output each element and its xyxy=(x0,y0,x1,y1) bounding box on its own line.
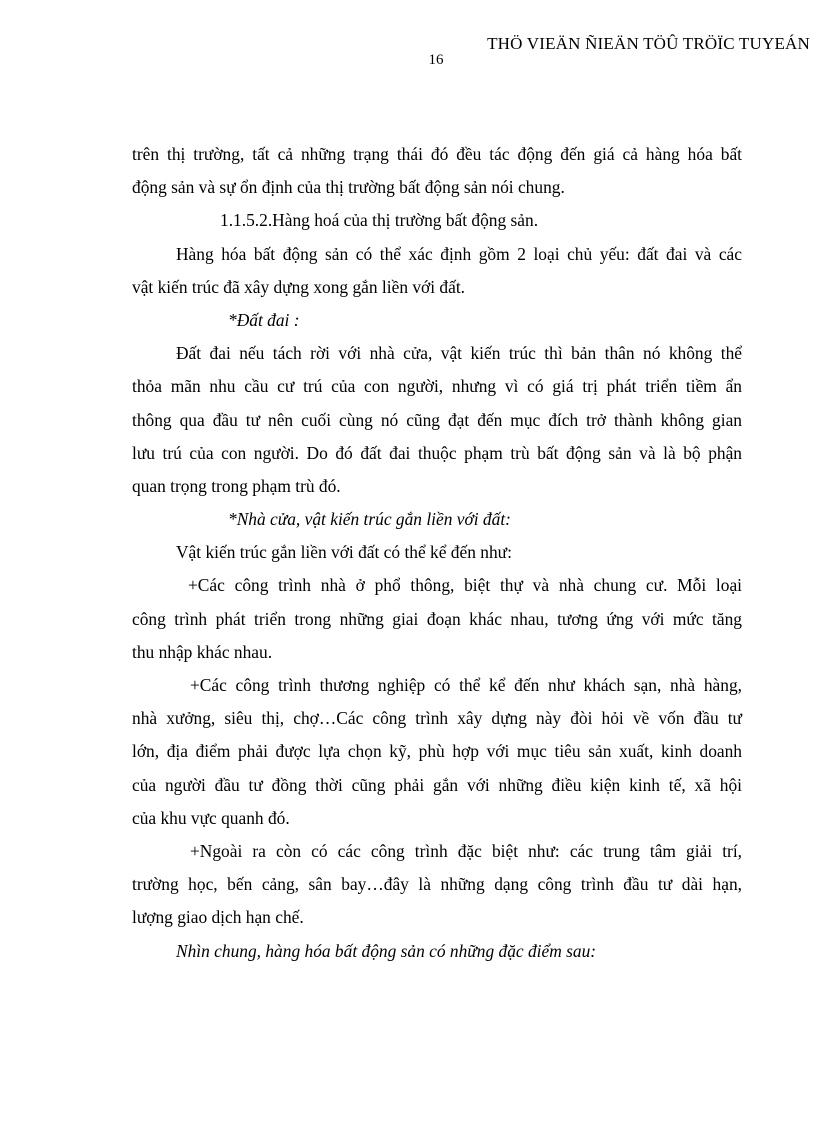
paragraph-line: Đất đai nếu tách rời với nhà cửa, vật kiến trúc thì bản thân nó không thể xyxy=(176,343,742,364)
subheading-buildings: *Nhà cửa, vật kiến trúc gắn liền với đất: xyxy=(228,509,511,530)
closing-italic-line: Nhìn chung, hàng hóa bất động sản có những đặc điểm sau: xyxy=(176,940,597,961)
paragraph-line: lượng giao dịch hạn chế. xyxy=(132,907,304,928)
paragraph-line: Vật kiến trúc gắn liền với đất có thể kể đến như: xyxy=(176,542,512,563)
document-body xyxy=(132,138,742,968)
paragraph-line: của khu vực quanh đó. xyxy=(132,807,290,828)
list-item-line: +Ngoài ra còn có các công trình đặc biệt như: các trung tâm giải trí, xyxy=(190,840,742,861)
list-item-line: +Các công trình nhà ở phổ thông, biệt thự và nhà chung cư. Mỗi loại xyxy=(188,575,742,596)
paragraph-line: quan trọng trong phạm trù đó. xyxy=(132,475,341,496)
page-number: 16 xyxy=(428,52,444,68)
paragraph-line: nhà xưởng, siêu thị, chợ…Các công trình xây dựng này đòi hỏi về vốn đầu tư xyxy=(132,708,742,729)
subheading-land: *Đất đai : xyxy=(228,309,300,330)
paragraph-line: lưu trú của con người. Do đó đất đai thuộc phạm trù bất động sản và là bộ phận xyxy=(132,442,742,463)
paragraph-line: thu nhập khác nhau. xyxy=(132,641,273,662)
paragraph-line: của người đầu tư đồng thời cũng phải gắn với những điều kiện kinh tế, xã hội xyxy=(132,774,742,795)
paragraph-line: công trình phát triển trong những giai đoạn khác nhau, tương ứng với mức tăng xyxy=(132,608,742,629)
paragraph-line: thỏa mãn nhu cầu cư trú của con người, nhưng vì có giá trị phát triển tiềm ẩn xyxy=(132,376,742,397)
paragraph-line: vật kiến trúc đã xây dựng xong gắn liền với đất. xyxy=(132,276,466,297)
library-header-title: THÖ VIEÄN ÑIEÄN TÖÛ TRÖÏC TUYEÁN xyxy=(487,34,810,53)
paragraph-line: trường học, bến cảng, sân bay…đây là những dạng công trình đầu tư dài hạn, xyxy=(132,874,742,895)
paragraph-line: động sản và sự ổn định của thị trường bất động sản nói chung. xyxy=(132,177,565,198)
section-heading: 1.1.5.2.Hàng hoá của thị trường bất động sản. xyxy=(220,210,539,231)
paragraph-line: lớn, địa điểm phải được lựa chọn kỹ, phù hợp với mục tiêu sản xuất, kinh doanh xyxy=(132,741,742,762)
paragraph-line: thông qua đầu tư nên cuối cùng nó cũng đạt đến mục đích trở thành không gian xyxy=(132,409,742,430)
paragraph-line: trên thị trường, tất cả những trạng thái đó đều tác động đến giá cả hàng hóa bất xyxy=(132,144,742,164)
paragraph-line: Hàng hóa bất động sản có thể xác định gồm 2 loại chủ yếu: đất đai và các xyxy=(176,243,742,264)
list-item-line: +Các công trình thương nghiệp có thể kể đến như khách sạn, nhà hàng, xyxy=(190,675,742,695)
